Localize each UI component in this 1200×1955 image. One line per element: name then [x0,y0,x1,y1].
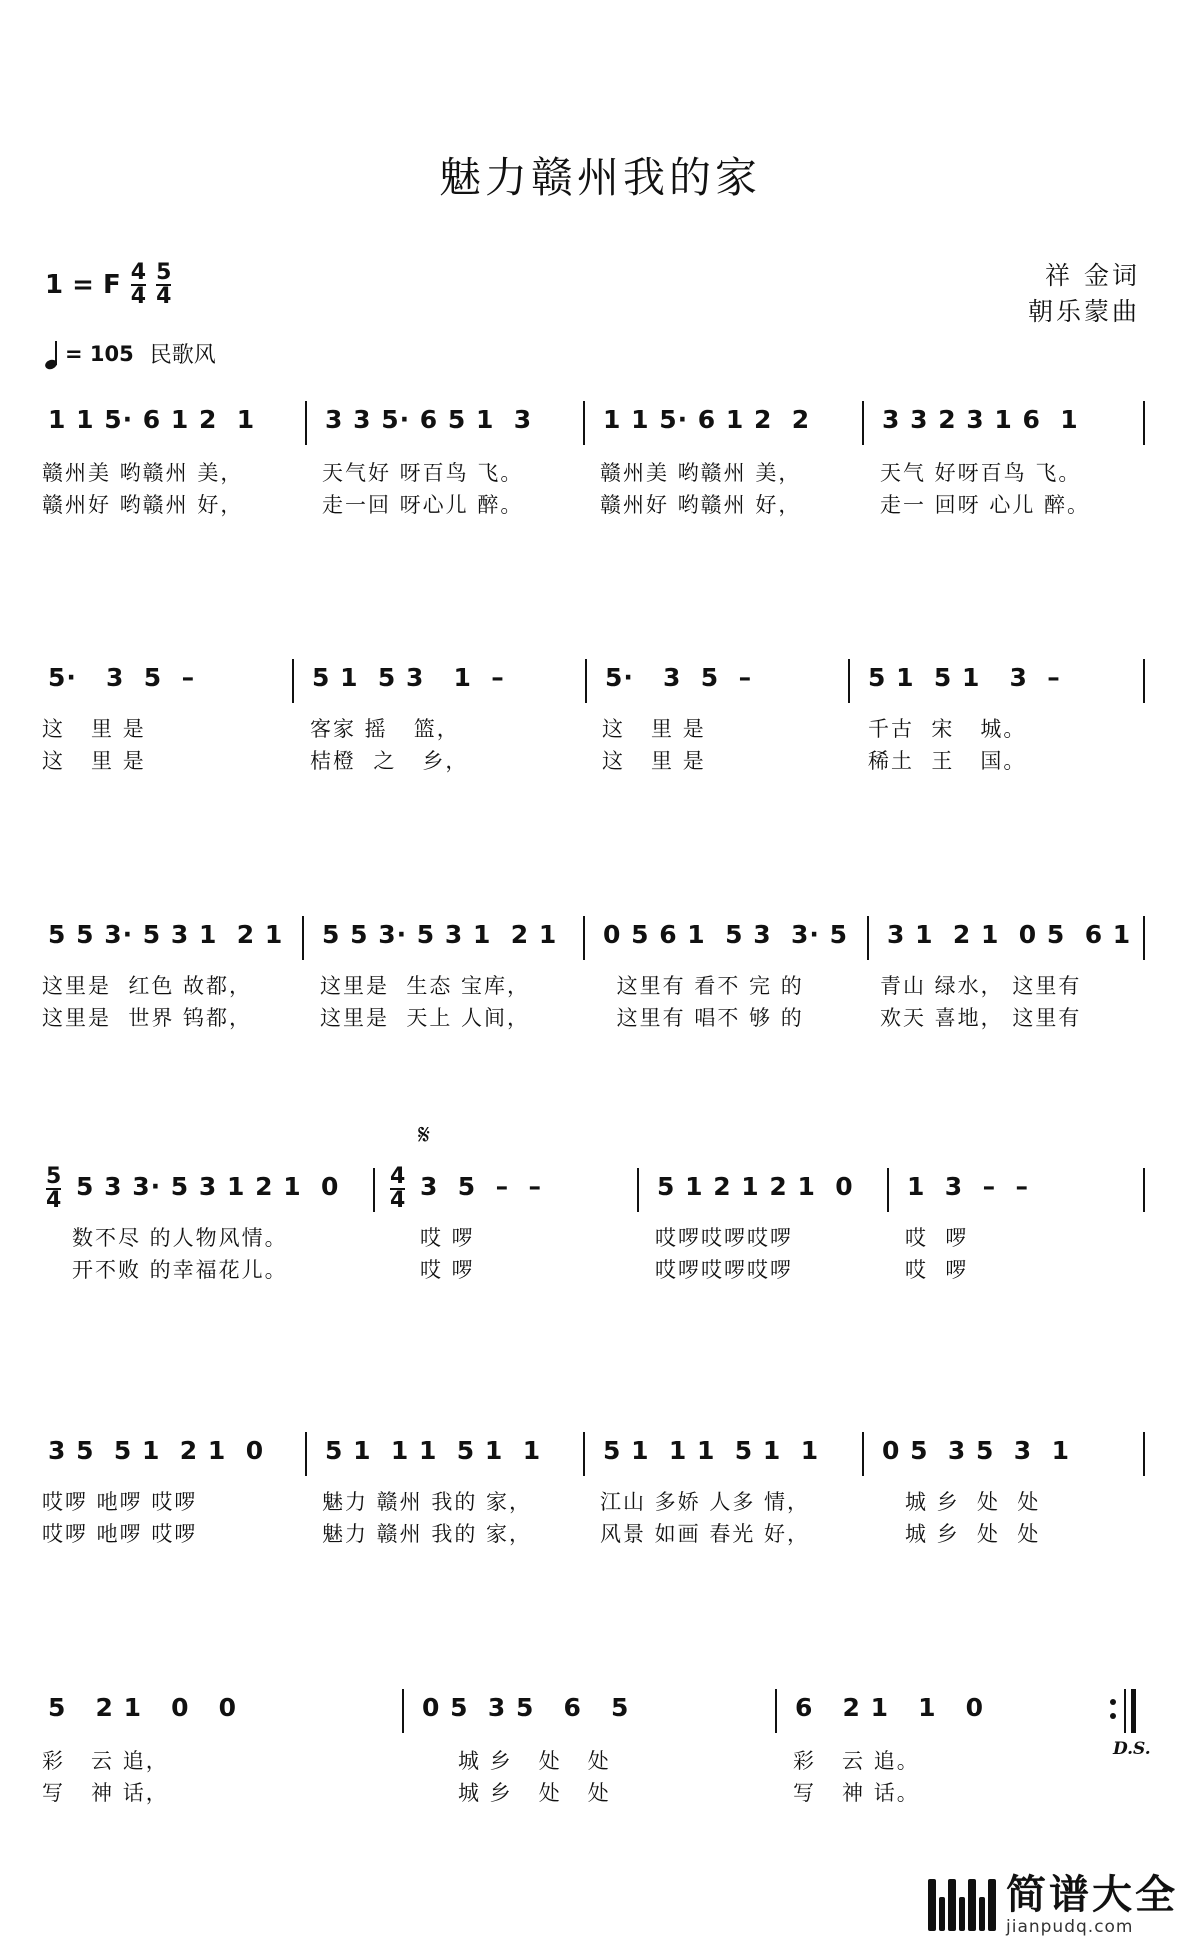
lyric-verse-2: 桔橙 之 乡， [310,749,469,773]
measure: 3 1 2 1 0 5 6 1 [887,920,1132,949]
watermark-logo [928,1873,1178,1937]
barline [583,1432,585,1476]
lyric-verse-1: 天气好 呀百鸟 飞。 [322,461,524,485]
measure: 0 5 3 5 3 1 [882,1436,1070,1465]
lyric-verse-2: 这 里 是 [602,749,706,773]
lyric-verse-2: 哎 啰 [420,1258,475,1282]
lyric-verse-2: 走一回 呀心儿 醉。 [322,493,524,517]
barline [1143,1168,1145,1212]
lyric-verse-1: 哎啰 吔啰 哎啰 [42,1490,198,1514]
barline [862,1432,864,1476]
lyric-verse-1: 天气 好呀百鸟 飞。 [880,461,1082,485]
measure: 5 1 5 3 1 – [312,663,505,692]
barline [402,1689,404,1733]
lyric-verse-2: 走一 回呀 心儿 醉。 [880,493,1091,517]
repeat-barline [1124,1689,1126,1733]
lyric-verse-1: 这里是 红色 故都， [42,974,253,998]
measure: 0 5 3 5 6 5 [422,1693,630,1722]
repeat-final-bar [1131,1689,1136,1733]
barline [887,1168,889,1212]
lyric-verse-2: 这里是 天上 人间， [320,1006,531,1030]
measure: 0 5 6 1 5 3 3· 5 [603,920,848,949]
barline [1143,1432,1145,1476]
measure: 3 5 5 1 2 1 0 [48,1436,265,1465]
barline [305,1432,307,1476]
time-change-5-4: $\frac{5}{4}$ [46,1164,62,1213]
measure: 6 2 1 1 0 [795,1693,985,1722]
measure: 5 3 3· 5 3 1 2 1 0 [76,1172,340,1201]
lyric-verse-2: 哎啰 吔啰 哎啰 [42,1522,198,1546]
measure: 3 5 – – [420,1172,543,1201]
lyric-verse-1: 赣州美 哟赣州 美， [600,461,802,485]
barline [585,659,587,703]
measure: 5 1 1 1 5 1 1 [325,1436,542,1465]
measure: 5· 3 5 – [48,663,196,692]
tempo-style: 民歌风 [149,343,216,368]
barline [583,401,585,445]
key-label: 1 = F [45,270,121,300]
measure: 1 1 5· 6 1 2 1 [48,405,256,434]
lyric-verse-2: 写 神 话。 [793,1781,920,1805]
lyric-verse-2: 风景 如画 春光 好， [600,1522,811,1546]
lyricist: 祥 金词 [1045,261,1140,290]
lyric-verse-1: 江山 多娇 人多 情， [600,1490,811,1514]
measure: 5 1 2 1 2 1 0 [657,1172,854,1201]
lyric-verse-2: 这 里 是 [42,749,146,773]
barline [583,916,585,960]
barline [867,916,869,960]
piano-keys-icon [928,1879,996,1931]
lyric-verse-1: 赣州美 哟赣州 美， [42,461,244,485]
lyric-verse-2: 稀土 王 国。 [868,749,1027,773]
lyric-verse-2: 城 乡 处 处 [458,1781,611,1805]
repeat-sign-dots [1110,1699,1116,1719]
lyric-verse-1: 彩 云 追。 [793,1749,920,1773]
barline [373,1168,375,1212]
watermark-url: jianpudq.com [1006,1917,1134,1937]
lyric-verse-2: 赣州好 哟赣州 好， [42,493,244,517]
barline [1143,659,1145,703]
lyric-verse-1: 千古 宋 城。 [868,717,1027,741]
song-title: 魅力赣州我的家 [438,153,761,202]
time-signature-2: $\frac{5}{4}$ [156,260,172,309]
lyric-verse-2: 这里有 唱不 够 的 [608,1006,804,1030]
measure: 3 3 5· 6 5 1 3 [325,405,533,434]
lyric-verse-1: 城 乡 处 处 [905,1490,1041,1514]
tempo-marking [45,338,216,369]
measure: 1 1 5· 6 1 2 2 [603,405,811,434]
composer: 朝乐蒙曲 [1027,297,1140,326]
measure: 5· 3 5 – [605,663,753,692]
lyric-verse-2: 开不败 的幸福花儿。 [72,1258,288,1282]
lyric-verse-1: 哎 啰 [905,1226,969,1250]
measure: 5 5 3· 5 3 1 2 1 [48,920,284,949]
barline [848,659,850,703]
lyric-verse-1: 彩 云 追， [42,1749,169,1773]
barline [637,1168,639,1212]
lyric-verse-2: 欢天 喜地， 这里有 [880,1006,1082,1030]
measure: 3 3 2 3 1 6 1 [882,405,1079,434]
lyric-verse-1: 数不尽 的人物风情。 [72,1226,288,1250]
segno-sign: 𝄋 [418,1118,431,1151]
lyric-verse-2: 魅力 赣州 我的 家， [322,1522,533,1546]
time-signature-1: $\frac{4}{4}$ [130,260,147,309]
lyric-verse-2: 城 乡 处 处 [905,1522,1041,1546]
time-change-4-4: $\frac{4}{4}$ [390,1164,406,1213]
lyric-verse-1: 这 里 是 [602,717,706,741]
barline [1143,916,1145,960]
quarter-note-icon [45,339,59,369]
barline [1143,401,1145,445]
lyric-verse-1: 这里是 生态 宝库， [320,974,531,998]
barline [775,1689,777,1733]
lyric-verse-2: 写 神 话， [42,1781,169,1805]
measure: 5 5 3· 5 3 1 2 1 [322,920,558,949]
tempo-value: = 105 [65,341,134,366]
measure: 1 3 – – [907,1172,1030,1201]
lyric-verse-1: 城 乡 处 处 [458,1749,611,1773]
lyric-verse-1: 哎啰哎啰哎啰 [655,1226,793,1250]
dal-segno-marking: D.S. [1113,1739,1151,1759]
lyric-verse-2: 这里是 世界 钨都， [42,1006,253,1030]
barline [305,401,307,445]
lyric-verse-2: 哎 啰 [905,1258,969,1282]
lyric-verse-1: 青山 绿水， 这里有 [880,974,1082,998]
measure: 5 1 5 1 3 – [868,663,1061,692]
credits [1028,258,1140,330]
measure: 5 2 1 0 0 [48,1693,238,1722]
barline [302,916,304,960]
lyric-verse-1: 客家 摇 篮， [310,717,460,741]
key-signature [45,262,171,308]
barline [292,659,294,703]
lyric-verse-2: 哎啰哎啰哎啰 [655,1258,793,1282]
measure: 5 1 1 1 5 1 1 [603,1436,820,1465]
watermark-name: 简谱大全 [1006,1871,1178,1918]
lyric-verse-1: 魅力 赣州 我的 家， [322,1490,533,1514]
barline [862,401,864,445]
lyric-verse-1: 这 里 是 [42,717,146,741]
lyric-verse-2: 赣州好 哟赣州 好， [600,493,802,517]
lyric-verse-1: 哎 啰 [420,1226,475,1250]
lyric-verse-1: 这里有 看不 完 的 [608,974,804,998]
